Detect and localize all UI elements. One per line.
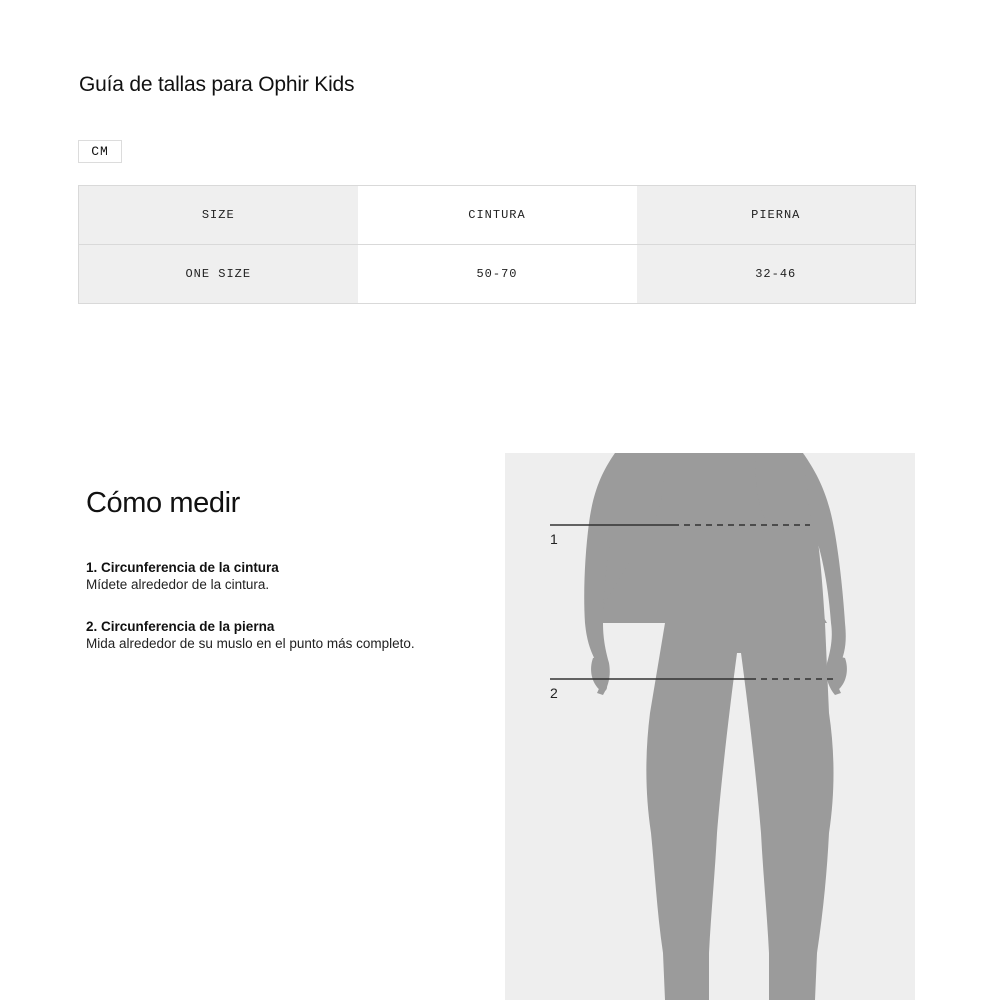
measure-step-leg (86, 618, 486, 652)
step-description: Mida alrededor de su muslo en el punto más completo. (86, 636, 415, 651)
cell-cintura: 50-70 (358, 245, 637, 304)
measure-step-waist (86, 559, 486, 593)
step-description: Mídete alrededor de la cintura. (86, 577, 270, 592)
how-to-measure-title: Cómo medir (86, 487, 240, 519)
step-heading: 2. Circunferencia de la pierna (86, 619, 275, 634)
table-row (79, 245, 916, 304)
step-heading: 1. Circunferencia de la cintura (86, 560, 279, 575)
page-title: Guía de tallas para Ophir Kids (79, 73, 355, 96)
cell-size: ONE SIZE (79, 245, 358, 304)
body-silhouette-icon (505, 453, 915, 1000)
figure-label-1: 1 (550, 531, 558, 547)
unit-toggle-cm[interactable]: CM (78, 140, 122, 163)
column-header-size: SIZE (79, 186, 358, 245)
size-table (78, 185, 916, 304)
figure-label-2: 2 (550, 685, 558, 701)
cell-pierna: 32-46 (637, 245, 916, 304)
column-header-pierna: PIERNA (637, 186, 916, 245)
column-header-cintura: CINTURA (358, 186, 637, 245)
body-measurement-figure (505, 453, 915, 1000)
table-header-row (79, 186, 916, 245)
